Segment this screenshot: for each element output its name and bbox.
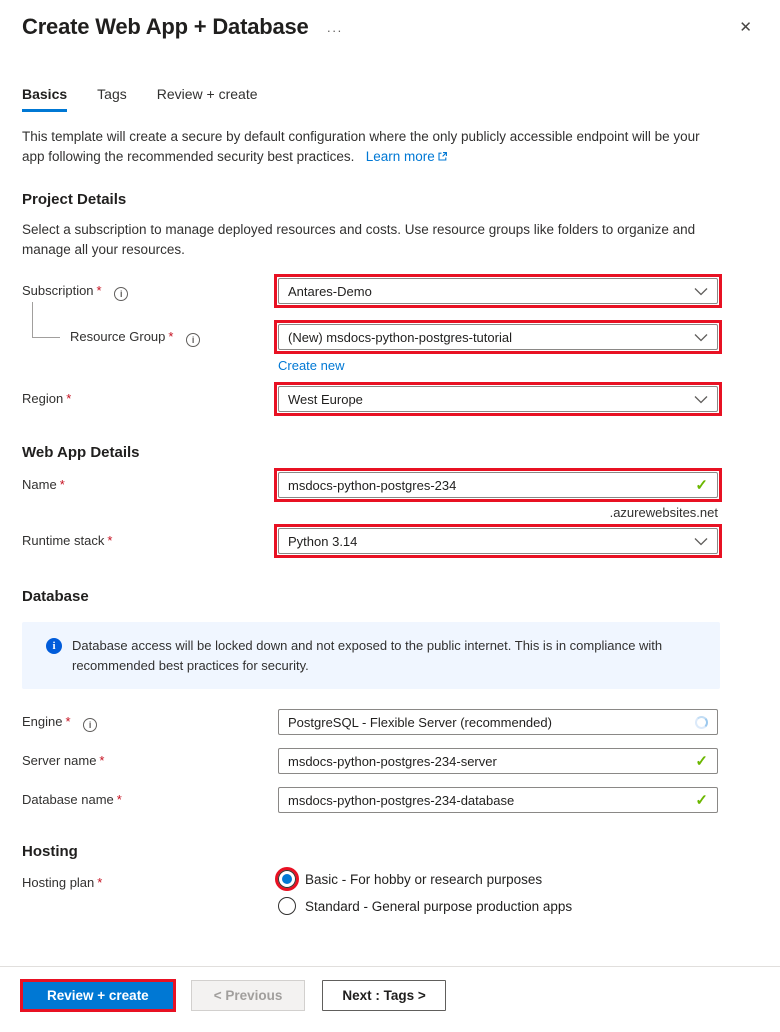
database-name-row <box>22 787 720 813</box>
radio-unselected-icon[interactable] <box>278 897 296 915</box>
subscription-row <box>22 278 720 304</box>
page-title: Create Web App + Database <box>22 14 309 39</box>
database-name-label: Database name * <box>22 792 122 808</box>
template-description <box>22 127 720 167</box>
engine-row <box>22 709 720 735</box>
required-asterisk: * <box>97 875 103 891</box>
info-icon[interactable]: i <box>186 333 200 347</box>
required-asterisk: * <box>107 533 113 549</box>
server-name-row <box>22 748 720 774</box>
tab-bar <box>0 86 780 112</box>
section-heading-database: Database <box>22 588 89 606</box>
resource-group-dropdown[interactable] <box>278 324 718 350</box>
required-asterisk: * <box>99 753 105 769</box>
dialog-header <box>0 0 780 40</box>
subscription-label: Subscription * i <box>22 278 278 301</box>
name-input[interactable] <box>288 478 695 493</box>
annotation-box-region <box>274 382 722 416</box>
annotation-ring-radio <box>275 867 299 891</box>
required-asterisk: * <box>65 714 71 730</box>
loading-spinner-icon <box>695 716 708 729</box>
template-description-text: This template will create a secure by default configuration where the only publicly accessible endpoint will be your app following the recommended security best practices. <box>22 129 700 164</box>
hosting-option-standard-label: Standard - General purpose production apps <box>305 898 573 914</box>
info-filled-icon: i <box>46 638 62 654</box>
hosting-plan-label: Hosting plan * <box>22 875 103 891</box>
overflow-menu-icon[interactable]: ··· <box>326 22 343 38</box>
previous-button[interactable]: < Previous <box>191 980 306 1011</box>
annotation-box-name <box>274 468 722 502</box>
chevron-down-icon <box>694 330 708 345</box>
database-info-banner <box>22 622 720 689</box>
database-info-text: Database access will be locked down and not exposed to the public internet. This is in compliance with recommended best practices for security. <box>72 638 663 673</box>
tab-tags[interactable]: Tags <box>97 86 127 102</box>
learn-more-link[interactable]: Learn more <box>365 148 435 164</box>
runtime-stack-dropdown[interactable] <box>278 528 718 554</box>
radio-selected-icon[interactable] <box>278 870 296 888</box>
tab-review-create[interactable]: Review + create <box>156 86 258 102</box>
required-asterisk: * <box>59 477 65 493</box>
engine-input[interactable] <box>288 715 695 730</box>
valid-check-icon: ✓ <box>695 477 708 495</box>
section-heading-project-details: Project Details <box>22 191 127 209</box>
required-asterisk: * <box>96 283 102 299</box>
required-asterisk: * <box>116 792 122 808</box>
server-name-input[interactable] <box>288 754 695 769</box>
database-name-input-wrapper <box>278 787 718 813</box>
chevron-down-icon <box>694 534 708 549</box>
name-row <box>22 472 720 520</box>
next-tags-button[interactable]: Next : Tags > <box>322 980 445 1011</box>
hosting-option-basic[interactable] <box>278 870 718 888</box>
server-name-input-wrapper <box>278 748 718 774</box>
name-input-wrapper <box>278 472 718 498</box>
hosting-option-standard[interactable] <box>278 897 718 915</box>
runtime-stack-row <box>22 528 720 554</box>
tab-basics[interactable]: Basics <box>22 86 67 112</box>
project-details-description: Select a subscription to manage deployed resources and costs. Use resource groups like folders to organize and manage all your resources. <box>22 222 696 257</box>
chevron-down-icon <box>694 392 708 407</box>
section-heading-web-app-details: Web App Details <box>22 444 140 462</box>
hosting-option-basic-label: Basic - For hobby or research purposes <box>305 871 543 887</box>
region-label: Region * <box>22 391 72 407</box>
region-dropdown[interactable] <box>278 386 718 412</box>
engine-input-wrapper <box>278 709 718 735</box>
external-link-icon <box>437 150 448 165</box>
annotation-box-subscription <box>274 274 722 308</box>
region-value: West Europe <box>288 391 363 407</box>
annotation-box-resource-group <box>274 320 722 354</box>
database-name-input[interactable] <box>288 793 695 808</box>
runtime-stack-value: Python 3.14 <box>288 533 358 549</box>
info-icon[interactable]: i <box>114 287 128 301</box>
server-name-label: Server name * <box>22 753 105 769</box>
resource-group-label: Resource Group * i <box>22 324 278 347</box>
hierarchy-connector-line <box>32 302 60 338</box>
name-label: Name * <box>22 477 65 493</box>
hosting-plan-row <box>22 870 720 924</box>
chevron-down-icon <box>694 284 708 299</box>
valid-check-icon: ✓ <box>695 792 708 810</box>
create-new-link[interactable]: Create new <box>278 358 345 374</box>
close-icon[interactable]: ✕ <box>739 19 752 36</box>
resource-group-row <box>22 324 720 373</box>
section-heading-hosting: Hosting <box>22 843 78 861</box>
runtime-stack-label: Runtime stack * <box>22 533 113 549</box>
region-row <box>22 386 720 412</box>
review-create-button[interactable]: Review + create <box>23 982 173 1009</box>
wizard-footer <box>0 966 780 1032</box>
engine-label: Engine * i <box>22 709 278 732</box>
annotation-box-runtime <box>274 524 722 558</box>
subscription-value: Antares-Demo <box>288 283 372 299</box>
valid-check-icon: ✓ <box>695 753 708 771</box>
hosting-plan-options <box>278 870 718 924</box>
info-icon[interactable]: i <box>83 718 97 732</box>
required-asterisk: * <box>168 329 174 345</box>
annotation-box-review-create <box>20 979 176 1012</box>
resource-group-value: (New) msdocs-python-postgres-tutorial <box>288 329 512 345</box>
required-asterisk: * <box>66 391 72 407</box>
subscription-dropdown[interactable] <box>278 278 718 304</box>
domain-suffix: .azurewebsites.net <box>609 505 718 521</box>
